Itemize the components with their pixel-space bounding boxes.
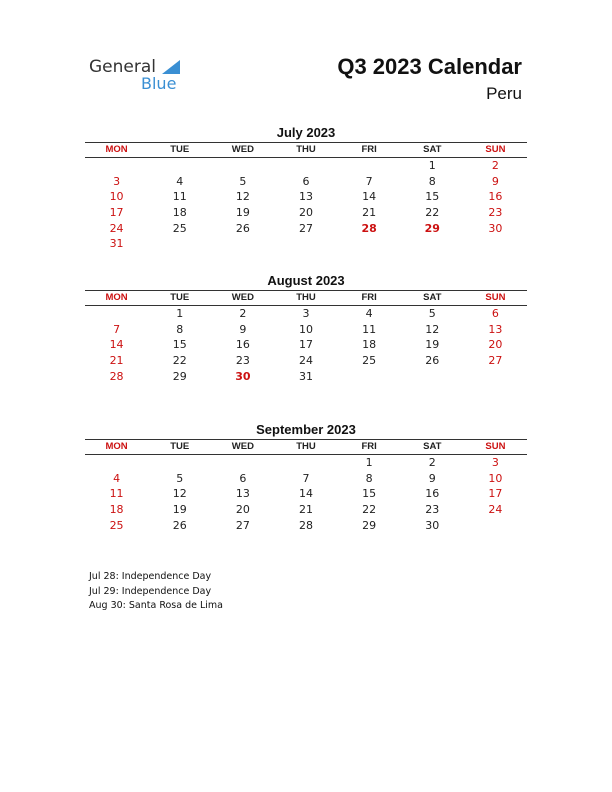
day-cell: 28 <box>298 518 313 532</box>
weekday-label: TUE <box>170 292 190 303</box>
day-cell: 3 <box>491 456 499 469</box>
day-cell: 15 <box>425 190 440 204</box>
day-cell: 28 <box>361 221 377 235</box>
week-row <box>85 306 527 322</box>
day-cell: 26 <box>425 354 440 368</box>
day-cell <box>401 369 464 385</box>
day-cell: 18 <box>362 338 377 352</box>
day-cell: 18 <box>172 206 187 220</box>
day-cell: 19 <box>425 338 440 352</box>
weekday-header <box>85 439 527 455</box>
day-cell: 2 <box>428 456 436 469</box>
day-cell: 4 <box>176 174 184 188</box>
day-cell: 27 <box>298 221 313 235</box>
day-cell: 2 <box>491 159 499 172</box>
week-row <box>85 471 527 487</box>
day-cell: 21 <box>362 206 377 220</box>
month-september <box>85 421 527 533</box>
day-cell: 9 <box>428 471 436 485</box>
weekday-label: THU <box>296 441 316 452</box>
day-cell: 19 <box>172 503 187 517</box>
day-cell: 6 <box>302 174 310 188</box>
day-cell: 7 <box>365 174 373 188</box>
country-name: Peru <box>486 84 522 103</box>
day-cell: 3 <box>302 307 310 320</box>
weekday-label: WED <box>231 441 254 452</box>
day-cell: 19 <box>235 206 250 220</box>
day-cell: 28 <box>109 369 124 383</box>
day-cell: 1 <box>176 307 184 320</box>
day-cell: 13 <box>298 190 313 204</box>
week-row <box>85 236 527 252</box>
day-cell <box>148 158 211 174</box>
day-cell <box>85 306 148 322</box>
day-cell: 31 <box>298 369 313 383</box>
brand-logo <box>89 57 189 93</box>
day-cell <box>85 455 148 471</box>
day-cell: 11 <box>362 322 377 336</box>
weekday-label: SUN <box>485 292 506 303</box>
week-row <box>85 455 527 471</box>
week-row <box>85 158 527 174</box>
day-cell: 14 <box>362 190 377 204</box>
day-cell: 5 <box>176 471 184 485</box>
day-cell: 27 <box>235 518 250 532</box>
day-cell <box>464 369 527 385</box>
day-cell: 16 <box>488 190 503 204</box>
day-cell: 23 <box>488 206 503 220</box>
weekday-label: FRI <box>361 441 377 452</box>
day-cell: 17 <box>488 487 503 501</box>
day-cell: 25 <box>109 518 124 532</box>
day-cell: 10 <box>298 322 313 336</box>
brand-triangle-icon <box>162 60 180 74</box>
day-cell: 5 <box>428 307 436 320</box>
day-cell: 29 <box>172 369 187 383</box>
day-cell: 25 <box>362 354 377 368</box>
day-cell: 4 <box>113 471 121 485</box>
week-row <box>85 322 527 338</box>
day-cell: 18 <box>109 503 124 517</box>
day-cell: 12 <box>172 487 187 501</box>
week-row <box>85 353 527 369</box>
weekday-label: FRI <box>361 292 377 303</box>
weekday-label: MON <box>105 144 128 155</box>
day-cell <box>464 236 527 252</box>
day-cell <box>338 369 401 385</box>
day-cell: 31 <box>109 237 124 251</box>
week-row <box>85 502 527 518</box>
day-cell: 8 <box>176 322 184 336</box>
weekday-header <box>85 142 527 158</box>
brand-word-blue: Blue <box>141 74 177 93</box>
day-cell: 14 <box>109 338 124 352</box>
day-cell: 3 <box>113 174 121 188</box>
page-title: Q3 2023 Calendar <box>337 54 522 79</box>
week-row <box>85 221 527 237</box>
day-cell <box>401 236 464 252</box>
brand-word-general: General <box>89 57 156 77</box>
holiday-notes <box>89 570 223 614</box>
day-cell: 5 <box>239 174 247 188</box>
weekday-label: SUN <box>485 144 506 155</box>
day-cell <box>211 236 274 252</box>
day-cell: 26 <box>172 518 187 532</box>
holiday-note: Jul 29: Independence Day <box>89 585 212 597</box>
day-cell: 20 <box>235 503 250 517</box>
day-cell <box>85 158 148 174</box>
weekday-label: SAT <box>423 144 442 155</box>
day-cell: 11 <box>109 487 124 501</box>
day-cell: 13 <box>235 487 250 501</box>
month-august <box>85 272 527 384</box>
day-cell: 23 <box>425 503 440 517</box>
holiday-note: Jul 28: Independence Day <box>89 571 212 582</box>
day-cell: 6 <box>491 307 499 320</box>
day-cell: 10 <box>109 190 124 204</box>
weekday-label: TUE <box>170 144 190 155</box>
day-cell: 23 <box>235 354 250 368</box>
week-row <box>85 174 527 190</box>
day-cell: 7 <box>302 471 310 485</box>
day-cell: 30 <box>425 518 440 532</box>
day-cell <box>338 158 401 174</box>
day-cell: 26 <box>235 221 250 235</box>
day-cell <box>211 158 274 174</box>
day-cell <box>274 236 337 252</box>
weekday-label: SAT <box>423 441 442 452</box>
day-cell <box>464 518 527 534</box>
weekday-label: MON <box>105 441 128 452</box>
day-cell: 30 <box>235 369 251 383</box>
day-cell: 12 <box>235 190 250 204</box>
day-cell <box>338 236 401 252</box>
day-cell: 25 <box>172 221 187 235</box>
weekday-header <box>85 290 527 306</box>
day-cell: 8 <box>365 471 373 485</box>
weekday-label: TUE <box>170 441 190 452</box>
week-row <box>85 205 527 221</box>
weekday-label: THU <box>296 292 316 303</box>
holiday-note: Aug 30: Santa Rosa de Lima <box>89 600 223 611</box>
weekday-label: THU <box>296 144 316 155</box>
weekday-label: FRI <box>361 144 377 155</box>
day-cell: 15 <box>362 487 377 501</box>
day-cell: 13 <box>488 322 503 336</box>
day-cell: 30 <box>488 221 503 235</box>
day-cell: 16 <box>425 487 440 501</box>
day-cell: 15 <box>172 338 187 352</box>
day-cell: 9 <box>491 174 499 188</box>
day-cell: 17 <box>298 338 313 352</box>
day-cell: 29 <box>424 221 440 235</box>
day-cell: 22 <box>362 503 377 517</box>
week-row <box>85 369 527 385</box>
weekday-label: SAT <box>423 292 442 303</box>
weekday-label: MON <box>105 292 128 303</box>
day-cell: 9 <box>239 322 247 336</box>
day-cell: 4 <box>365 307 373 320</box>
day-cell <box>148 236 211 252</box>
day-cell: 24 <box>109 221 124 235</box>
month-july <box>85 124 527 252</box>
day-cell: 22 <box>172 354 187 368</box>
weekday-label: WED <box>231 144 254 155</box>
day-cell <box>274 158 337 174</box>
day-cell: 24 <box>488 503 503 517</box>
day-cell: 1 <box>428 159 436 172</box>
month-title: September 2023 <box>256 422 356 437</box>
day-cell: 21 <box>109 354 124 368</box>
day-cell: 29 <box>362 518 377 532</box>
day-cell <box>211 455 274 471</box>
week-row <box>85 337 527 353</box>
day-cell: 2 <box>239 307 247 320</box>
day-cell: 22 <box>425 206 440 220</box>
day-cell: 11 <box>172 190 187 204</box>
day-cell: 12 <box>425 322 440 336</box>
month-title: July 2023 <box>276 125 336 140</box>
day-cell: 20 <box>488 338 503 352</box>
day-cell: 6 <box>239 471 247 485</box>
day-cell: 20 <box>298 206 313 220</box>
week-row <box>85 486 527 502</box>
week-row <box>85 518 527 534</box>
day-cell: 24 <box>298 354 313 368</box>
day-cell: 8 <box>428 174 436 188</box>
weekday-label: SUN <box>485 441 506 452</box>
day-cell: 21 <box>298 503 313 517</box>
month-title: August 2023 <box>267 273 345 288</box>
weekday-label: WED <box>231 292 254 303</box>
day-cell <box>148 455 211 471</box>
day-cell: 1 <box>365 456 373 469</box>
day-cell: 27 <box>488 354 503 368</box>
day-cell: 16 <box>235 338 250 352</box>
day-cell: 14 <box>298 487 313 501</box>
day-cell: 10 <box>488 471 503 485</box>
day-cell <box>274 455 337 471</box>
day-cell: 17 <box>109 206 124 220</box>
week-row <box>85 189 527 205</box>
day-cell: 7 <box>113 322 121 336</box>
